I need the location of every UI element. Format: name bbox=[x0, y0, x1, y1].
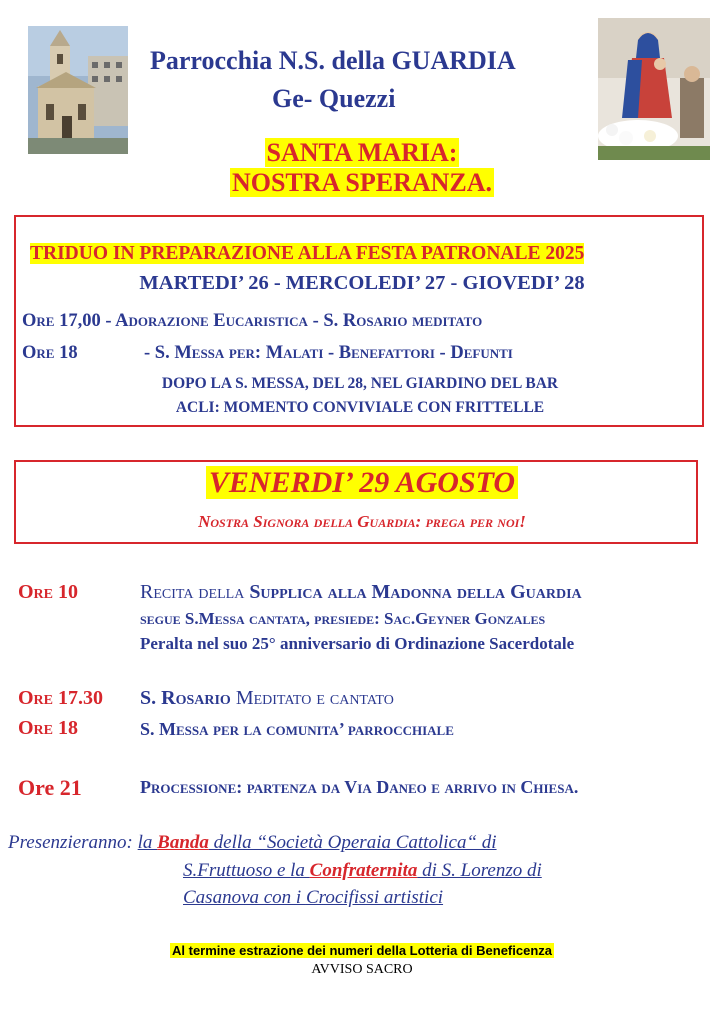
triduo-line-1: Ore 17,00 - Adorazione Eucaristica - S. Rosario meditato bbox=[22, 311, 483, 331]
presenzieranno-line-2-a: S.Fruttuoso e la bbox=[183, 860, 310, 881]
schedule-desc-1730-rest: Meditato e cantato bbox=[230, 687, 394, 709]
presenzieranno-line-3-b: Crocifissi artistici bbox=[305, 887, 444, 908]
parish-title: Parrocchia N.S. della GUARDIA bbox=[150, 46, 516, 75]
presenzieranno-line-2 bbox=[183, 860, 542, 882]
presenzieranno-line-3 bbox=[183, 887, 443, 909]
schedule-time-10: Ore 10 bbox=[18, 581, 79, 603]
triduo-title-text: TRIDUO IN PREPARAZIONE ALLA FESTA PATRONALE 2025 bbox=[30, 243, 585, 264]
venerdi-title-text: VENERDI’ 29 AGOSTO bbox=[206, 466, 518, 499]
schedule-desc-10-line-2: segue S.Messa cantata, presiede: Sac.Geyner Gonzales bbox=[140, 609, 546, 628]
triduo-note: DOPO LA S. MESSA, DEL 28, NEL GIARDINO DEL BAR ACLI: MOMENTO CONVIVIALE CON FRITTELLE bbox=[161, 375, 559, 416]
schedule-time-18: Ore 18 bbox=[18, 717, 79, 739]
slogan-line-2: NOSTRA SPERANZA. bbox=[231, 168, 493, 197]
avviso-sacro: AVVISO SACRO bbox=[311, 962, 413, 977]
schedule-desc-10-supplica: Supplica alla Madonna della Guardia bbox=[249, 581, 582, 603]
schedule-desc-21-processione: Processione: bbox=[140, 777, 243, 797]
triduo-title bbox=[30, 243, 584, 265]
schedule-time-21: Ore 21 bbox=[18, 775, 82, 800]
slogan bbox=[0, 138, 724, 198]
presenzieranno-la: la bbox=[137, 832, 158, 853]
presenzieranno-line-1 bbox=[8, 832, 497, 854]
schedule-desc-21-rest: partenza da Via Daneo e arrivo in Chiesa. bbox=[242, 777, 579, 797]
confraternita-highlight: Confraternita bbox=[309, 860, 418, 881]
presenzieranno-line-1-rest: della “Società Operaia Cattolica“ di bbox=[208, 832, 497, 853]
venerdi-subtitle: Nostra Signora della Guardia: prega per noi! bbox=[198, 512, 526, 531]
schedule-desc-10-prefix: Recita della bbox=[140, 581, 250, 603]
banda-highlight: Banda bbox=[157, 832, 209, 853]
schedule-desc-21 bbox=[140, 777, 578, 798]
presenzieranno-lead: Presenzieranno: bbox=[8, 832, 138, 853]
schedule-time-1730: Ore 17.30 bbox=[18, 687, 104, 709]
schedule-desc-10-line-1 bbox=[140, 581, 582, 604]
schedule-desc-1730-rosario: S. Rosario bbox=[140, 687, 231, 709]
presenzieranno-line-3-a: Casanova con i bbox=[183, 887, 306, 908]
schedule-desc-1730 bbox=[140, 687, 394, 710]
triduo-line-2-text: - S. Messa per: Malati - Benefattori - Defunti bbox=[144, 343, 513, 363]
parish-location: Ge- Quezzi bbox=[272, 84, 396, 113]
triduo-days: MARTEDI’ 26 - MERCOLEDI’ 27 - GIOVEDI’ 28 bbox=[139, 272, 585, 294]
slogan-line-1: SANTA MARIA: bbox=[266, 138, 458, 167]
lottery-note bbox=[0, 943, 724, 958]
triduo-line-2-time: Ore 18 bbox=[22, 343, 78, 363]
presenzieranno-line-2-b: di S. Lorenzo di bbox=[417, 860, 542, 881]
church-photo bbox=[28, 26, 128, 154]
schedule-desc-10-line-3: Peralta nel suo 25° anniversario di Ordinazione Sacerdotale bbox=[140, 634, 575, 653]
lottery-note-text: Al termine estrazione dei numeri della Lotteria di Beneficenza bbox=[172, 943, 552, 958]
venerdi-title bbox=[0, 466, 724, 500]
schedule-desc-18: S. Messa per la comunita’ parrocchiale bbox=[140, 719, 454, 739]
